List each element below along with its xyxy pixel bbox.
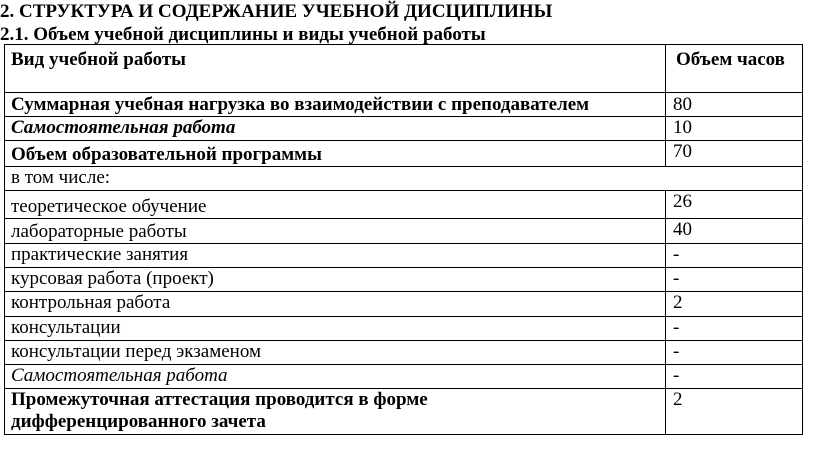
row-label: теоретическое обучение — [5, 191, 666, 219]
row-label: практические занятия — [5, 244, 666, 268]
workload-table — [4, 44, 803, 435]
table-header-row — [5, 45, 803, 93]
table-row — [5, 365, 803, 389]
row-value: 26 — [666, 191, 803, 219]
row-label: консультации — [5, 317, 666, 341]
row-label: в том числе: — [5, 167, 803, 191]
table-row — [5, 191, 803, 219]
table-row — [5, 141, 803, 167]
subsection-heading: 2.1. Объем учебной дисциплины и виды учебной работы — [0, 24, 486, 45]
table-row — [5, 389, 803, 435]
table-row — [5, 117, 803, 141]
table-row — [5, 93, 803, 117]
header-hours: Объем часов — [666, 45, 803, 93]
table-row — [5, 317, 803, 341]
table-row — [5, 244, 803, 268]
row-label: курсовая работа (проект) — [5, 268, 666, 292]
row-label: Самостоятельная работа — [5, 117, 666, 141]
row-value: 80 — [666, 93, 803, 117]
table-row — [5, 292, 803, 317]
row-value: 70 — [666, 141, 803, 167]
row-value: - — [666, 341, 803, 365]
row-label: контрольная работа — [5, 292, 666, 317]
row-value: 2 — [666, 389, 803, 435]
row-label: Суммарная учебная нагрузка во взаимодействии с преподавателем — [5, 93, 666, 117]
row-value: - — [666, 365, 803, 389]
row-label: Самостоятельная работа — [5, 365, 666, 389]
row-label: лабораторные работы — [5, 219, 666, 244]
table-row — [5, 167, 803, 191]
row-value: - — [666, 244, 803, 268]
row-value: - — [666, 268, 803, 292]
row-value: - — [666, 317, 803, 341]
row-label: консультации перед экзаменом — [5, 341, 666, 365]
table-row — [5, 219, 803, 244]
header-work-type: Вид учебной работы — [5, 45, 666, 93]
table-row — [5, 341, 803, 365]
row-value: 10 — [666, 117, 803, 141]
row-value: 2 — [666, 292, 803, 317]
row-value: 40 — [666, 219, 803, 244]
table-row — [5, 268, 803, 292]
section-heading: 2. СТРУКТУРА И СОДЕРЖАНИЕ УЧЕБНОЙ ДИСЦИПЛИНЫ — [0, 1, 553, 22]
row-label: Объем образовательной программы — [5, 141, 666, 167]
row-label: Промежуточная аттестация проводится в форме дифференцированного зачета — [5, 389, 666, 435]
